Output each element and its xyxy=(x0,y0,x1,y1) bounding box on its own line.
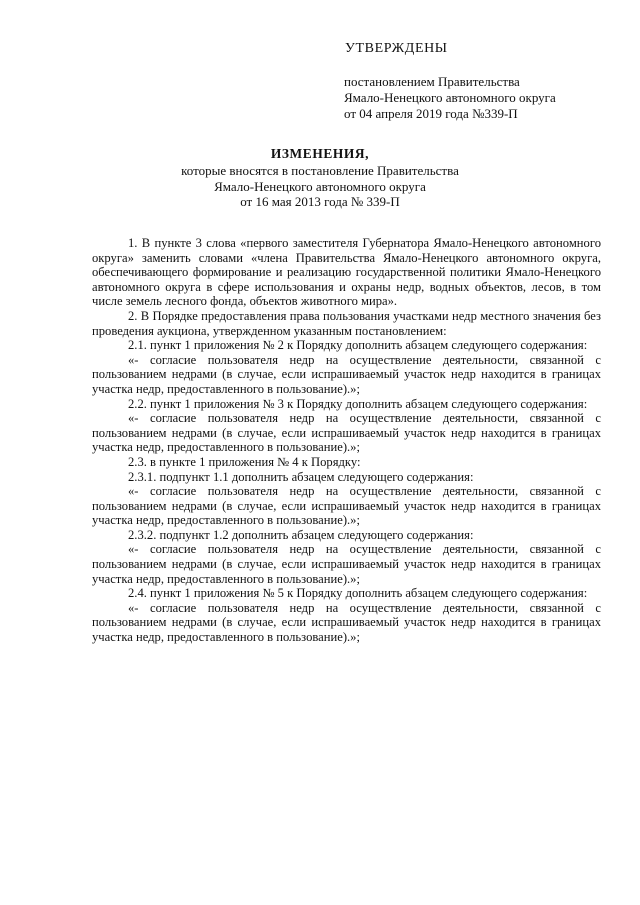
approval-line-1: постановлением Правительства xyxy=(344,74,520,89)
approval-line-2: Ямало-Ненецкого автономного округа xyxy=(344,90,556,105)
subtitle-line-3: от 16 мая 2013 года № 339-П xyxy=(240,194,400,209)
approval-block xyxy=(344,74,624,122)
paragraph-2-2: 2.2. пункт 1 приложения № 3 к Порядку дополнить абзацем следующего содержания: xyxy=(128,396,588,411)
paragraph-2-3-1-text: «- согласие пользователя недр на осуществление деятельности, связанной с пользованием недрами (в случае, если испрашиваемый участок недр находится в границах участка недр, предоставленного в пользование).»; xyxy=(92,484,601,528)
paragraph-2-1-text: «- согласие пользователя недр на осуществление деятельности, связанной с пользованием недрами (в случае, если испрашиваемый участок недр находится в границах участка недр, предоставленного в пользование).»; xyxy=(92,352,601,396)
paragraph-2-2-text: «- согласие пользователя недр на осуществление деятельности, связанной с пользованием недрами (в случае, если испрашиваемый участок недр находится в границах участка недр, предоставленного в пользование).»; xyxy=(92,411,601,455)
paragraph-1: 1. В пункте 3 слова «первого заместителя Губернатора Ямало-Ненецкого автономного округа» заменить словами «члена Правительства Ямало-Ненецкого автономного округа, обеспечивающего формирование и реализацию государственной политики Ямало-Ненецкого автономного округа в сфере использования и охраны недр, водных объектов, лесов, в том числе земель лесного фонда, объектов животного мира». xyxy=(92,236,601,309)
approval-heading: УТВЕРЖДЕНЫ xyxy=(345,41,448,56)
paragraph-2-1: 2.1. пункт 1 приложения № 2 к Порядку дополнить абзацем следующего содержания: xyxy=(128,338,588,353)
paragraph-2-3-2: 2.3.2. подпункт 1.2 дополнить абзацем следующего содержания: xyxy=(128,527,474,542)
document-body xyxy=(92,236,601,645)
paragraph-2-4-text: «- согласие пользователя недр на осуществление деятельности, связанной с пользованием недрами (в случае, если испрашиваемый участок недр находится в границах участка недр, предоставленного в пользование).»; xyxy=(92,600,601,645)
subtitle-line-1: которые вносятся в постановление Правительства xyxy=(181,163,459,178)
paragraph-2-3-2-text: «- согласие пользователя недр на осуществление деятельности, связанной с пользованием недрами (в случае, если испрашиваемый участок недр находится в границах участка недр, предоставленного в пользование).»; xyxy=(92,542,601,586)
approval-line-3: от 04 апреля 2019 года №339-П xyxy=(344,106,518,121)
paragraph-2-3: 2.3. в пункте 1 приложения № 4 к Порядку: xyxy=(128,454,361,469)
document-subtitle xyxy=(175,163,465,210)
paragraph-2-4: 2.4. пункт 1 приложения № 5 к Порядку дополнить абзацем следующего содержания: xyxy=(128,586,588,601)
document-title: ИЗМЕНЕНИЯ, xyxy=(270,146,370,161)
subtitle-line-2: Ямало-Ненецкого автономного округа xyxy=(214,178,426,194)
paragraph-2-3-1: 2.3.1. подпункт 1.1 дополнить абзацем следующего содержания: xyxy=(128,469,474,484)
paragraph-2: 2. В Порядке предоставления права пользования участками недр местного значения без проведения аукциона, утвержденном указанным постановлением: xyxy=(92,308,601,338)
